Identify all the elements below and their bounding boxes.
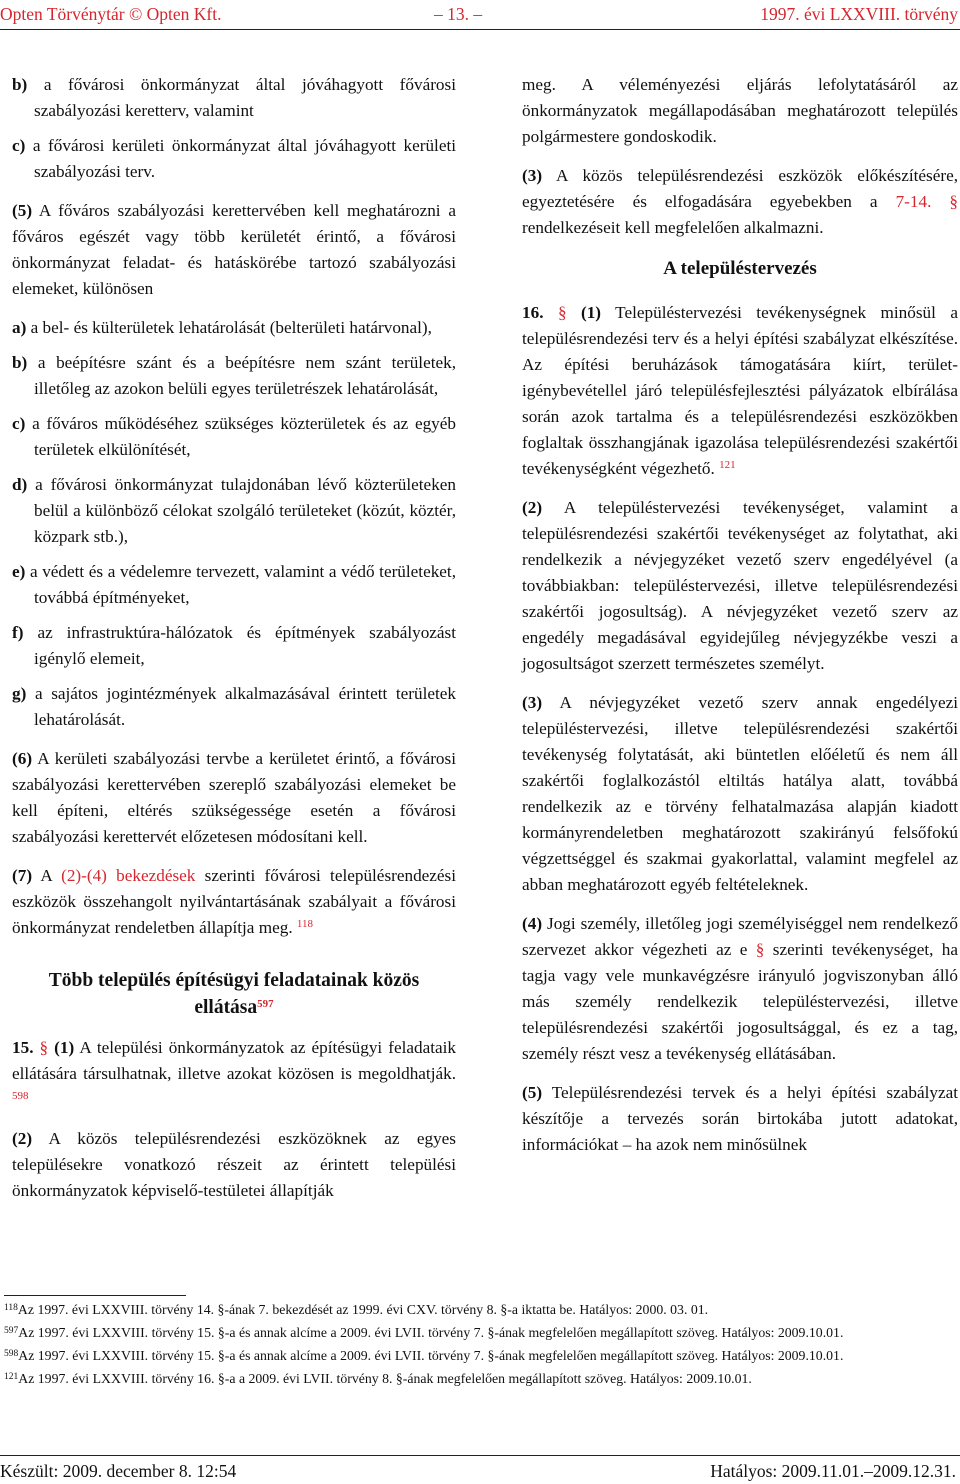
footer-created: Készült: 2009. december 8. 12:54 [0,1461,237,1481]
section-15-2: (2) A közös településrendezési eszközöknek az egyes településekre vonatkozó részeit az érintett települési önkormányzatok képviselő-testületei állapítják [12,1129,456,1200]
paragraph-3: (3) A közös településrendezési eszközök előkészítésére, egyeztetésére és elfogadására egyebekben a 7-14. § rendelkezéseit kell megfelelően alkalmazni. [522,166,958,237]
list-item: b) a beépítésre szánt és a beépítésre nem szánt területek, illetőleg az azokon belüli egyes területrészek lehatárolását, [12,353,457,398]
footnote-ref-link[interactable]: 598 [12,1090,29,1102]
section-sign-link[interactable]: § [755,940,765,959]
list-item: f) az infrastruktúra-hálózatok és építmények szabályozást igénylő elemeit, [12,623,457,668]
section-16-2: (2) A településtervezési tevékenységet, valamint a településrendezési szakértői tevékenységet az folytathat, aki rendelkezik a névjegyzéket vezető szerv engedélyével (a továbbiakban: településtervezési, illetve településrendezési szakértői jogosultság). A névjegyzéket vezető szerv az engedély megadásával egyidejűleg névjegyzékbe veszi a jogosultságot szerzett természetes személyt. [522,498,958,673]
section-range-link-end[interactable]: 14. [909,192,932,211]
section-heading: Több település építésügyi feladatainak közös ellátása$^{597}$ [48,970,420,1018]
list-item: b) a fővárosi önkormányzat által jóváhagyott fővárosi szabályozási keretterv, valamint [12,75,456,120]
paragraph-7: (7) A (2)-(4) bekezdések szerinti fővárosi településrendezési eszközök összehangolt nyilvántartásának szabályait a fővárosi önkormányzat rendeletben állapítja meg. $^{118}$ [12,866,457,937]
page-footer [0,1459,960,1484]
section-15-1: 15. § (1) A települési önkormányzatok az építésügyi feladataik ellátására társulhatnak, illetve azokat közösen is megoldhatják. $^{598}$ [12,1038,456,1102]
header-publisher-link[interactable]: Opten Törvénytár © Opten Kft. [0,4,222,24]
header-law-title-link[interactable]: 1997. évi LXXVIII. törvény [760,4,958,24]
paragraph-5: (5) A főváros szabályozási kerettervében kell meghatározni a főváros egészét vagy több kerületét érintő, a fővárosi önkormányzat feladat- és hatáskörébe tartozó szabályozási elemeket, különösen [12,201,456,298]
paragraph-6: (6) A kerületi szabályozási tervbe a kerületet érintő, a fővárosi szabályozási kerettervében szereplő szabályozási elemeket be kell építeni, eltérés szükségessége esetén a fővárosi szabályozási kerettervét előzetesen módosítani kell. [12,749,456,846]
section-sign-link[interactable]: § [949,192,958,211]
footnote: $^{598}$Az 1997. évi LXXVIII. törvény 15. §-a és annak alcíme a 2009. évi LVII. törvény 7. §-ának megfelelően megállapított szöveg. Hatályos: 2009.10.01. [4,1348,844,1363]
section-range-link[interactable]: 7- [895,192,910,211]
right-column [522,72,958,1171]
section-16-3: (3) A névjegyzéket vezető szerv annak engedélyezi településtervezési, illetve településrendezési szakértői tevékenység folytatását, aki büntetlen előéletű és nem áll szakértői foglalkozástól eltiltás hatálya alatt, továbbá rendelkezik az e törvény felhatalmazása alapján kiadott kormányrendeletben meghatározott szakirányú felsőfokú végzettséggel és szakmai gyakorlattal, valamint megfelel az abban meghatározott egyéb feltételeknek. [522,693,958,894]
footnote-ref-link[interactable]: 121 [719,459,736,471]
footnote-ref-link[interactable]: 118 [296,918,314,930]
page-header [0,2,960,26]
footnote: $^{597}$Az 1997. évi LXXVIII. törvény 15. §-a és annak alcíme a 2009. évi LVII. törvény 7. §-ának megfelelően megállapított szöveg. Hatályos: 2009.10.01. [4,1325,844,1340]
list-item: c) a főváros működéséhez szükséges közterületek és az egyéb területek elkülönítését, [12,414,456,459]
continuation-text: meg. A véleményezési eljárás lefolytatásáról az önkormányzatok megállapodásában meghatározott település polgármestere gondoskodik. [522,75,958,146]
header-divider [0,29,960,30]
footnote: $^{118}$Az 1997. évi LXXVIII. törvény 14. §-ának 7. bekezdését az 1999. évi CXV. törvény 8. §-a iktatta be. Hatályos: 2000. 03. 01. [4,1302,709,1317]
section-16-1: 16. § (1) Településtervezési tevékenységnek minősül a településrendezési terv és a helyi építési szabályzat elkészítése. Az építési beruházások támogatására kiírt, terület-igénybevétellel járó településfejlesztési pályázatok elbírálása során azok tartalma és a településrendezési eszközökben foglaltak összhangjának igazolása településrendezési szakértői tevékenységként végezhető. $^{121}$ [522,303,958,478]
footer-divider [0,1455,960,1456]
list-item: c) a fővárosi kerületi önkormányzat által jóváhagyott kerületi szabályozási terv. [12,136,457,181]
footnotes [4,1300,956,1392]
section-16-5: (5) Településrendezési tervek és a helyi építési szabályzat készítője a tervezés során birtokába jutott adatokat, információkat – ha azok nem minősülnek [522,1083,958,1154]
footnote-ref-link[interactable]: 597 [257,998,274,1010]
paragraph-reference-link[interactable]: (2)-(4) bekezdések [61,866,196,885]
section-16-4: (4) Jogi személy, illetőleg jogi személyiséggel nem rendelkező szervezet akkor végezheti az e § szerinti tevékenységet, ha tagja vagy vele munkavégzésre irányuló jogviszonyban álló más személy rendelkezik településtervezési, illetve településrendezési szakértői jogosultsággal, és ez a tag, személy részt vesz a tevékenység ellátásában. [522,914,959,1063]
section-heading: A településtervezés [663,258,817,279]
footnote: $^{121}$Az 1997. évi LXXVIII. törvény 16. §-a a 2009. évi LVII. törvény 8. §-ának megfelelően megállapított szöveg. Hatályos: 2009.10.01. [4,1371,752,1386]
list-item: a) a bel- és külterületek lehatárolását (belterületi határvonal), [12,318,432,337]
list-item: e) a védett és a védelemre tervezett, valamint a védő területeket, továbbá építményeket, [12,562,456,607]
footnote-divider [4,1295,186,1296]
section-sign-link[interactable]: § [39,1038,49,1057]
footer-effective: Hatályos: 2009.11.01.–2009.12.31. [710,1461,956,1481]
left-column [12,72,456,1217]
list-item: d) a fővárosi önkormányzat tulajdonában lévő közterületeken belül a különböző célokat szolgáló területeket (közút, köztér, közpark stb.), [12,475,457,546]
header-page-number: – 13. – [434,4,483,24]
list-item: g) a sajátos jogintézmények alkalmazásával érintett területek lehatárolását. [12,684,457,729]
section-sign-link[interactable]: § [557,303,567,322]
